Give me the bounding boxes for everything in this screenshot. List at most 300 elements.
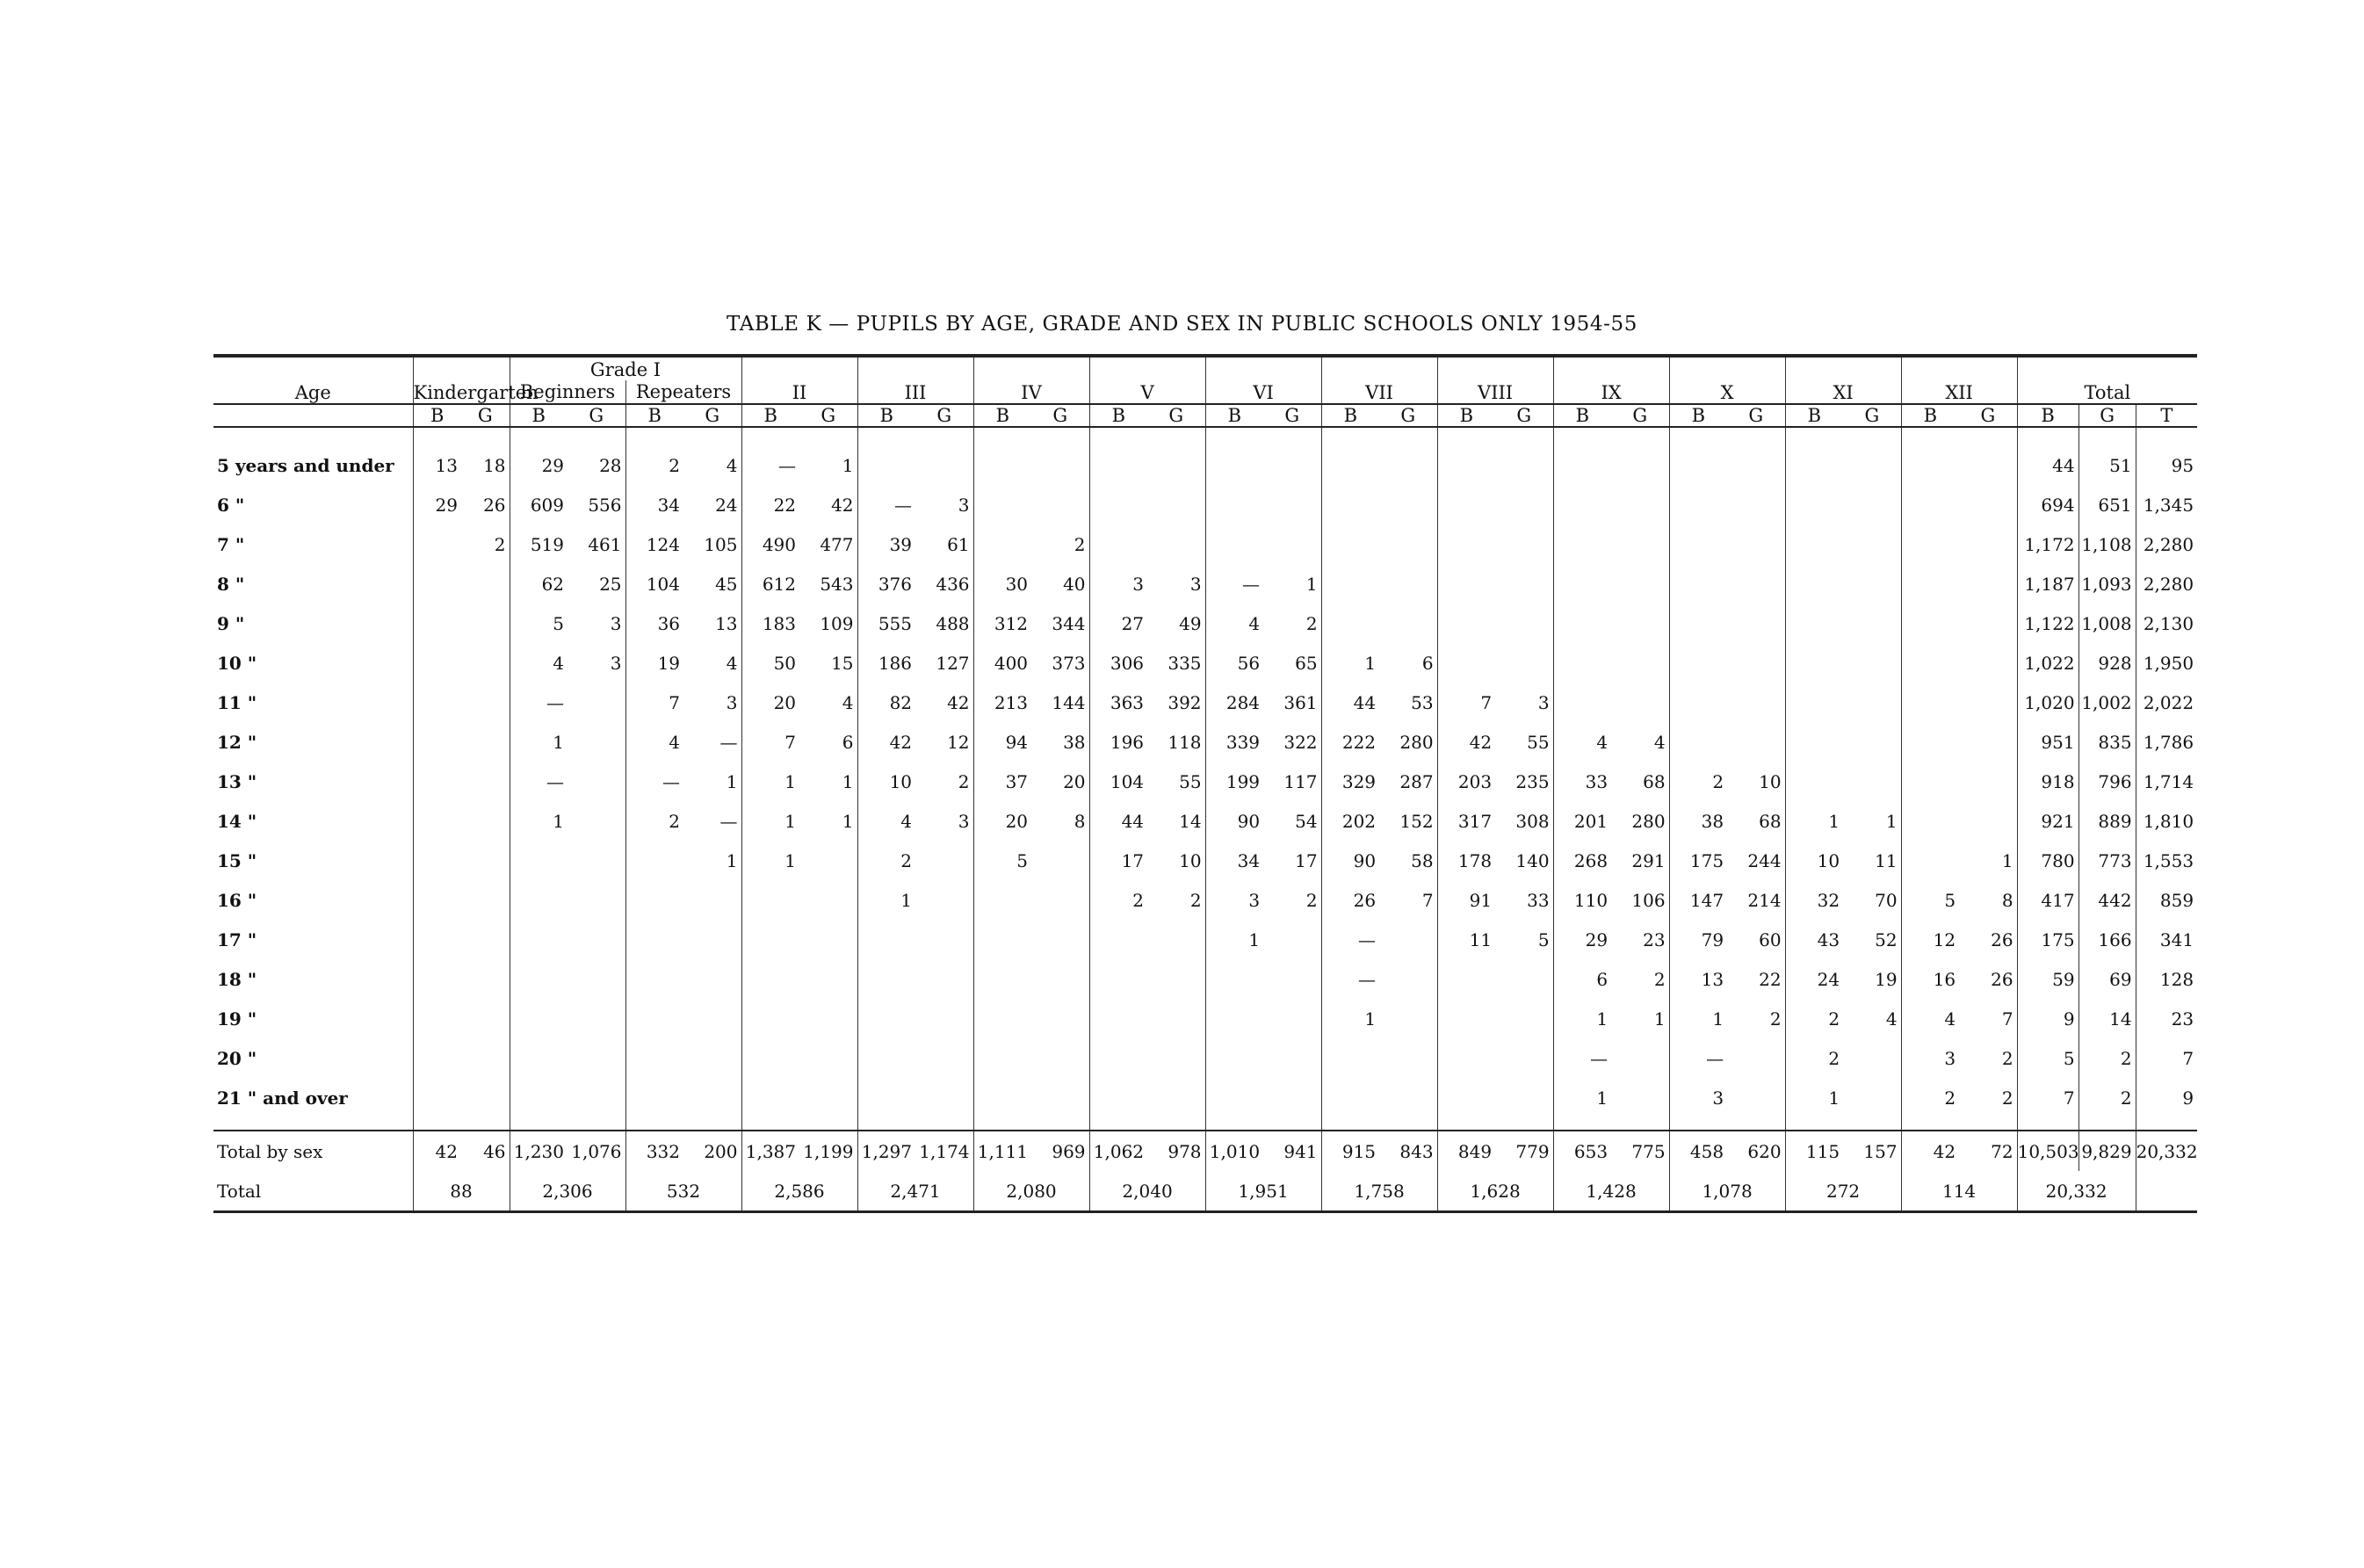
table-cell: 4 [1248,612,1261,634]
row-age-label [213,683,413,722]
table-cell: 490 [762,533,797,555]
table-cell: 105 [683,524,741,564]
table-cell [413,603,461,643]
total-by-sex-cell: 20,332 [2136,1131,2197,1171]
table-cell: 34 [1237,849,1261,871]
table-cell: 29 [541,454,565,476]
table-cell: 1 [799,762,857,801]
table-cell [1147,485,1205,524]
table-cell [1959,722,2017,762]
table-cell: 392 [1147,683,1205,722]
table-cell [1495,999,1553,1038]
spacer-cell [1611,1117,1669,1131]
table-cell: 2,130 [2143,612,2194,634]
table-cell: 2,280 [2143,533,2194,555]
table-cell [1147,999,1205,1038]
spacer-cell [1089,1117,1147,1131]
spacer-cell [413,1117,461,1131]
table-cell: 20 [1031,762,1089,801]
table-cell: — [662,770,681,792]
table-cell [1437,643,1495,683]
header-kindergarten: Kindergarten [413,356,510,404]
table-cell [741,999,799,1038]
table-cell: 317 [1457,810,1493,832]
total-cell: 2,306 [510,1171,625,1212]
table-cell [1321,485,1379,524]
table-cell [1901,762,1959,801]
age-value: 20 " [217,1047,257,1069]
header-b: B [1901,404,1959,427]
row-age-label [213,959,413,999]
table-cell: 127 [915,643,973,683]
table-cell [1901,427,1959,485]
total-by-sex-cell: 969 [1031,1131,1089,1171]
table-cell: 12 [1933,929,1956,950]
table-cell [1843,643,1901,683]
table-cell: 543 [799,564,857,603]
header-b: B [1205,404,1263,427]
table-cell: 222 [1341,731,1377,753]
table-cell: 1,093 [2078,564,2136,603]
table-cell [1611,1078,1669,1117]
table-cell: 2 [1959,1078,2017,1117]
table-cell: 62 [541,573,565,595]
table-cell [1089,999,1147,1038]
table-cell: 268 [1573,849,1609,871]
table-cell: 1,950 [2143,652,2194,674]
spacer-cell [2136,1117,2197,1131]
table-cell [1785,524,1843,564]
table-cell [1843,564,1901,603]
table-cell [1785,427,1843,485]
table-cell: 280 [1611,801,1669,841]
spacer-row [213,1117,2197,1131]
table-cell: 2 [669,810,681,832]
table-cell: 361 [1263,683,1321,722]
table-cell: 3 [568,643,625,683]
table-cell: 1 [1263,564,1321,603]
table-cell [568,999,625,1038]
table-cell [683,959,741,999]
table-cell [1437,524,1495,564]
header-g: G [915,404,973,427]
row-age-label [213,762,413,801]
table-cell: 52 [1843,920,1901,959]
table-cell [915,1038,973,1078]
age-value: 9 " [217,612,245,634]
age-value: 16 " [217,889,257,911]
table-cell: 17 [1263,841,1321,880]
table-cell [1901,683,1959,722]
table-cell [1263,524,1321,564]
table-cell [510,1038,568,1078]
table-cell: 7 [669,691,681,713]
table-cell: 65 [1263,643,1321,683]
table-cell: 50 [773,652,797,674]
table-cell [973,959,1031,999]
table-cell [1205,427,1263,485]
total-cell: 1,758 [1321,1171,1437,1212]
table-cell [1727,427,1785,485]
table-cell: 1,008 [2078,603,2136,643]
header-grade-x: X [1669,356,1785,404]
table-row [213,762,2197,801]
table-cell: 287 [1379,762,1437,801]
header-total-b: B [2017,404,2078,427]
table-cell [683,1038,741,1078]
table-cell [915,1078,973,1117]
table-cell [1843,524,1901,564]
table-cell [1611,683,1669,722]
total-by-sex-cell: 458 [1669,1131,1727,1171]
table-cell: 33 [1495,880,1553,920]
table-cell: 26 [1959,920,2017,959]
table-cell: 1 [1959,841,2017,880]
table-cell [413,683,461,722]
table-cell: 29 [435,494,458,516]
table-cell [568,880,625,920]
table-cell: 68 [1727,801,1785,841]
total-cell: 1,428 [1553,1171,1669,1212]
header-beginners: Beginners [510,380,625,404]
table-cell: 55 [1147,762,1205,801]
table-cell [1553,427,1611,485]
row-age-label [213,427,413,485]
table-cell: 2 [1147,880,1205,920]
table-cell: 15 [799,643,857,683]
table-cell: — [683,722,741,762]
spacer-cell [2078,1117,2136,1131]
total-by-sex-cell: 157 [1843,1131,1901,1171]
table-cell: 95 [2171,454,2194,476]
table-cell [915,427,973,485]
table-cell [1495,1078,1553,1117]
table-cell: 859 [2159,889,2194,911]
header-b: B [510,404,568,427]
header-b: B [741,404,799,427]
table-cell [973,485,1031,524]
spacer-cell [213,1117,413,1131]
table-cell: 329 [1341,770,1377,792]
table-cell [461,959,510,999]
table-cell: 2 [1132,889,1145,911]
table-cell [1495,524,1553,564]
header-grade-vi: VI [1205,356,1321,404]
table-cell: 10 [1727,762,1785,801]
spacer-cell [857,1117,915,1131]
table-cell [1437,427,1495,485]
header-g: G [1031,404,1089,427]
table-cell: — [1358,929,1377,950]
header-grade-vii: VII [1321,356,1437,404]
header-b: B [1553,404,1611,427]
table-cell [413,841,461,880]
table-cell [1959,524,2017,564]
table-cell: 13 [683,603,741,643]
table-cell [413,1038,461,1078]
age-value: 6 " [217,494,245,516]
table-cell: 1 [683,762,741,801]
table-cell [1669,603,1727,643]
header-b: B [625,404,683,427]
table-cell: 1,187 [2017,564,2078,603]
table-cell [568,762,625,801]
table-row [213,1038,2197,1078]
table-cell: 183 [762,612,797,634]
table-cell: 13 [1701,968,1724,990]
table-cell [568,683,625,722]
table-cell [799,959,857,999]
table-cell [1611,603,1669,643]
table-row [213,427,2197,485]
table-cell: 8 [1959,880,2017,920]
table-cell: 19 [1843,959,1901,999]
table-cell [413,524,461,564]
header-b: B [1089,404,1147,427]
spacer-cell [683,1117,741,1131]
table-cell [1321,427,1379,485]
table-cell [1843,1038,1901,1078]
table-cell [413,959,461,999]
table-cell [857,1078,915,1117]
total-by-sex-cell: 620 [1727,1131,1785,1171]
table-cell [1147,427,1205,485]
table-cell [1437,485,1495,524]
table-cell [1843,762,1901,801]
table-cell: 13 [435,454,458,476]
table-cell [413,1078,461,1117]
table-cell [1727,722,1785,762]
table-cell: 1,020 [2017,683,2078,722]
table-cell: 2 [669,454,681,476]
table-cell [1495,643,1553,683]
age-value: 15 " [217,849,257,871]
row-age-label [213,722,413,762]
total-by-sex-cell: 978 [1147,1131,1205,1171]
table-cell [1379,485,1437,524]
table-cell: 2 [1828,1008,1840,1030]
table-cell: 1 [1596,1008,1609,1030]
table-cell: 7 [2017,1078,2078,1117]
total-by-sex-cell: 1,111 [973,1131,1031,1171]
header-b: B [1321,404,1379,427]
table-cell [1205,1078,1263,1117]
table-cell: 280 [1379,722,1437,762]
header-grade-1: Grade I [510,356,741,380]
table-cell: 4 [900,810,913,832]
header-grade-xi: XI [1785,356,1901,404]
table-cell: 26 [461,485,510,524]
total-by-sex-cell: 779 [1495,1131,1553,1171]
table-cell [1379,920,1437,959]
table-cell [683,999,741,1038]
table-cell: 90 [1237,810,1261,832]
total-by-sex-cell: 72 [1959,1131,2017,1171]
header-repeaters: Repeaters [625,380,741,404]
table-cell: 14 [2078,999,2136,1038]
header-g: G [1611,404,1669,427]
table-cell: 6 [1379,643,1437,683]
table-cell [1553,564,1611,603]
age-value: 7 " [217,533,245,555]
table-cell [1031,485,1089,524]
table-cell: 214 [1727,880,1785,920]
table-cell [1495,427,1553,485]
table-cell [625,999,683,1038]
header-age: Age [213,356,413,404]
table-cell [1147,920,1205,959]
table-cell [1147,959,1205,999]
table-cell [461,841,510,880]
table-cell: 2 [2078,1038,2136,1078]
row-age-label [213,999,413,1038]
table-cell: 2 [1031,524,1089,564]
table-cell: 5 [553,612,565,634]
table-cell [1727,524,1785,564]
table-cell [1263,427,1321,485]
table-cell: 1 [784,810,797,832]
table-cell [461,722,510,762]
table-cell: 339 [1225,731,1261,753]
table-cell: 90 [1353,849,1377,871]
table-cell [799,841,857,880]
table-cell [413,762,461,801]
table-cell [1611,643,1669,683]
table-cell [1437,603,1495,643]
table-cell: 1 [900,889,913,911]
header-b: B [973,404,1031,427]
table-cell: 124 [646,533,681,555]
table-cell: 10 [889,770,913,792]
table-cell [461,1078,510,1117]
pupils-table [213,354,2197,1213]
table-cell: 42 [915,683,973,722]
table-cell [461,603,510,643]
table-cell [741,1078,799,1117]
total-by-sex-row [213,1131,2197,1171]
total-by-sex-cell: 1,297 [857,1131,915,1171]
table-cell: 202 [1341,810,1377,832]
header-g: G [799,404,857,427]
table-cell: 2 [2078,1078,2136,1117]
table-cell [1727,683,1785,722]
table-cell [741,1038,799,1078]
table-cell [741,880,799,920]
table-cell [1785,603,1843,643]
header-g: G [1727,404,1785,427]
total-by-sex-cell: 1,230 [510,1131,568,1171]
table-cell [1205,959,1263,999]
total-by-sex-cell: 849 [1437,1131,1495,1171]
table-cell: 3 [1944,1047,1956,1069]
table-cell: 53 [1379,683,1437,722]
spacer-cell [1901,1117,1959,1131]
total-by-sex-cell: 1,010 [1205,1131,1263,1171]
table-cell: 59 [2017,959,2078,999]
table-cell [683,1078,741,1117]
table-cell [1263,1078,1321,1117]
header-row-groups [213,356,2197,380]
table-cell: 3 [915,485,973,524]
table-cell: 3 [568,603,625,643]
table-cell: 38 [1701,810,1724,832]
table-cell [915,841,973,880]
table-cell [1031,1038,1089,1078]
table-cell [1959,762,2017,801]
table-cell: 8 [1031,801,1089,841]
table-cell: 28 [568,427,625,485]
age-value: 10 " [217,652,257,674]
table-cell: 118 [1147,722,1205,762]
table-cell [1321,1078,1379,1117]
table-cell: 26 [1353,889,1377,911]
table-cell: 363 [1110,691,1145,713]
spacer-cell [1553,1117,1611,1131]
table-cell: 1,810 [2143,810,2194,832]
spacer-cell [1669,1117,1727,1131]
table-cell [1147,1078,1205,1117]
table-cell [413,564,461,603]
table-cell [915,959,973,999]
table-cell: 32 [1817,889,1840,911]
table-cell: 49 [1147,603,1205,643]
table-cell: 20 [773,691,797,713]
table-cell [1959,603,2017,643]
table-cell: 68 [1611,762,1669,801]
table-cell [973,1078,1031,1117]
table-cell [1379,603,1437,643]
table-cell [1321,564,1379,603]
total-by-sex-cell: 42 [1901,1131,1959,1171]
table-cell: 1,714 [2143,770,2194,792]
table-cell [1669,427,1727,485]
table-cell: 312 [994,612,1029,634]
table-cell: 612 [762,573,797,595]
header-total: Total [2017,356,2197,404]
table-cell: 26 [1959,959,2017,999]
table-cell [1669,564,1727,603]
table-cell: 42 [1469,731,1493,753]
table-cell [1843,427,1901,485]
table-cell [1727,564,1785,603]
table-cell [1437,959,1495,999]
total-by-sex-cell: 9,829 [2078,1131,2136,1171]
table-cell [973,999,1031,1038]
table-cell: 25 [568,564,625,603]
table-cell: 2 [1727,999,1785,1038]
table-cell: 58 [1379,841,1437,880]
table-cell [510,880,568,920]
total-cell: 20,332 [2017,1171,2136,1212]
table-cell: 1,022 [2017,643,2078,683]
table-cell: 10 [1817,849,1840,871]
total-by-sex-cell: 653 [1553,1131,1611,1171]
row-age-label [213,801,413,841]
table-row [213,801,2197,841]
table-cell: 91 [1469,889,1493,911]
table-cell: 3 [915,801,973,841]
table-cell: 18 [461,427,510,485]
table-cell [1959,564,2017,603]
table-cell [973,1038,1031,1078]
table-row [213,920,2197,959]
table-cell [1437,1078,1495,1117]
table-cell [625,841,683,880]
total-cell: 1,078 [1669,1171,1785,1212]
spacer-cell [1379,1117,1437,1131]
table-cell [1379,999,1437,1038]
table-cell: 835 [2078,722,2136,762]
